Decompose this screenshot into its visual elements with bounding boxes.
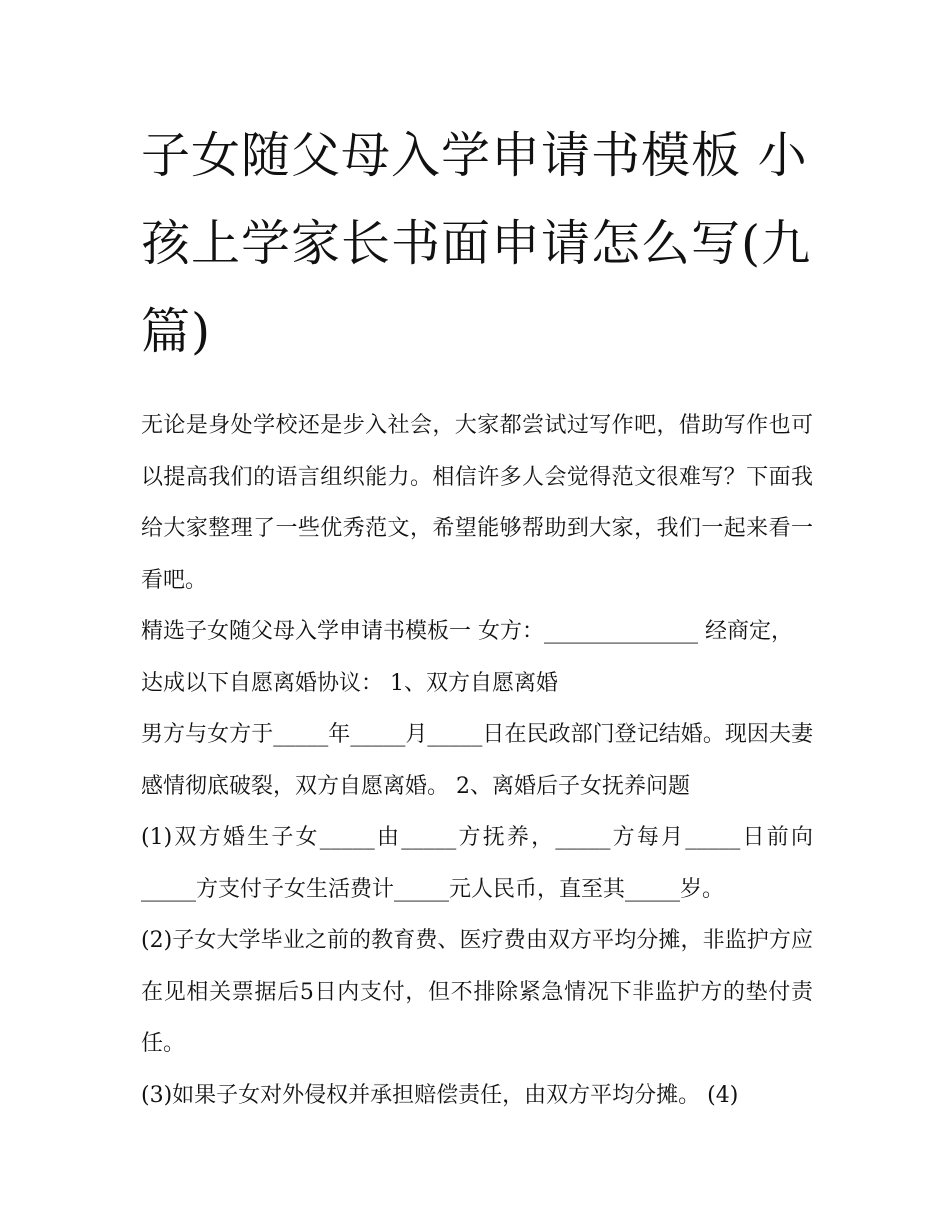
child-custody-clause-3: (3)如果子女对外侵权并承担赔偿责任，由双方平均分摊。 (4)	[141, 1082, 739, 1108]
document-body	[141, 400, 813, 1121]
template-intro-paragraph: 精选子女随父母入学申请书模板一 女方：______________ 经商定，达成以下自愿离婚协议： 1、双方自愿离婚	[141, 619, 793, 696]
child-custody-clause-1: (1)双方婚生子女_____由_____方抚养，_____方每月_____日前向_____方支付子女生活费计_____元人民币，直至其_____岁。	[141, 825, 813, 902]
marriage-registration-paragraph: 男方与女方于_____年_____月_____日在民政部门登记结婚。现因夫妻感情彻底破裂，双方自愿离婚。 2、离婚后子女抚养问题	[141, 722, 813, 799]
intro-paragraph: 无论是身处学校还是步入社会，大家都尝试过写作吧，借助写作也可以提高我们的语言组织能力。相信许多人会觉得范文很难写？下面我给大家整理了一些优秀范文，希望能够帮助到大家，我们一起来看一看吧。	[141, 413, 813, 593]
child-custody-clause-2: (2)子女大学毕业之前的教育费、医疗费由双方平均分摊，非监护方应在见相关票据后5日内支付，但不排除紧急情况下非监护方的垫付责任。	[141, 928, 813, 1056]
document-page	[141, 112, 813, 1121]
document-title: 子女随父母入学申请书模板 小孩上学家长书面申请怎么写(九篇)	[141, 127, 812, 360]
